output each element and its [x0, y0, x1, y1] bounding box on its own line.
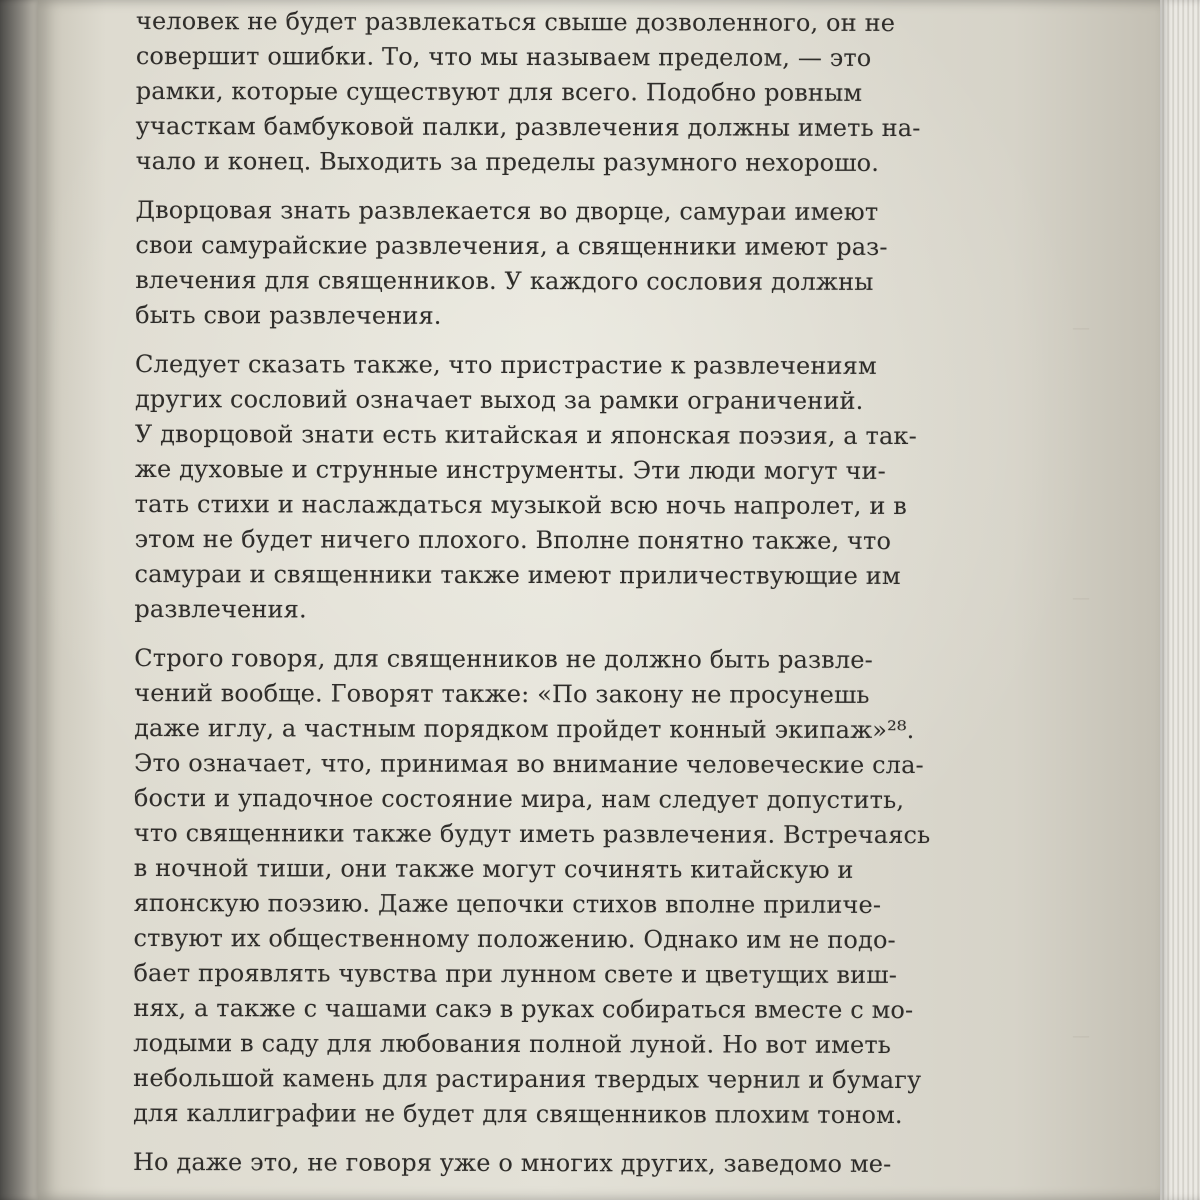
text-line: Но даже это, не говоря уже о многих других, заведомо ме-	[132, 1147, 892, 1178]
text-line: У дворцовой знати есть китайская и японская поэзия, а так-	[134, 419, 917, 451]
text-line: самураи и священники также имеют приличествующие им	[134, 559, 901, 591]
text-line: чало и конец. Выходить за пределы разумного нехорошо.	[135, 146, 880, 177]
text-line: быть свои развлечения.	[135, 300, 442, 330]
text-line: рамки, которые существуют для всего. Подобно ровным	[135, 76, 863, 107]
text-line: бости и упадочное состояние мира, нам следует допустить,	[133, 783, 905, 815]
text-line: нях, а также с чашами сакэ в руках собираться вместе с мо-	[133, 993, 914, 1025]
text-line: же духовые и струнные инструменты. Эти люди могут чи-	[134, 454, 886, 485]
paragraph	[136, 4, 996, 181]
text-line: японскую поэзию. Даже цепочки стихов вполне приличе-	[133, 888, 882, 919]
text-line: человек не будет развлекаться свыше дозволенного, он не	[135, 6, 896, 37]
text-line: Дворцовая знать развлекается во дворце, самураи имеют	[135, 195, 879, 226]
text-line: небольшой камень для растирания твердых чернил и бумагу	[133, 1063, 922, 1095]
text-line: этом не будет ничего плохого. Вполне понятно также, что	[134, 524, 892, 555]
text-line: тать стихи и наслаждаться музыкой всю ночь напролет, и в	[134, 489, 907, 521]
paragraph	[134, 347, 995, 629]
show-through-mark: —	[1072, 588, 1090, 609]
paragraph	[135, 193, 995, 335]
text-line: Следует сказать также, что пристрастие к развлечениям	[135, 349, 877, 380]
text-line: развлечения.	[134, 594, 307, 624]
page-stack-edge	[1160, 0, 1200, 1200]
text-line: других сословий означает выход за рамки ограничений.	[134, 384, 864, 415]
text-line: свои самурайские развлечения, а священники имеют раз-	[135, 230, 888, 261]
text-line: Это означает, что, принимая во внимание человеческие сла-	[133, 748, 924, 780]
show-through-mark: —	[1072, 1026, 1090, 1047]
text-line: ствуют их общественному положению. Однако им не подо-	[133, 923, 896, 954]
text-line: бает проявлять чувства при лунном свете и цветущих виш-	[133, 958, 898, 989]
paragraph	[133, 641, 994, 1133]
text-line: для каллиграфии не будет для священников плохим тоном.	[133, 1098, 903, 1130]
show-through-mark: —	[1072, 318, 1090, 339]
paragraph	[133, 1145, 993, 1182]
text-line: совершит ошибки. То, что мы называем пределом, — это	[135, 41, 872, 72]
book-page	[38, 0, 1172, 1200]
text-line: в ночной тиши, они также могут сочинять китайскую и	[133, 853, 854, 884]
book-spine-shadow	[0, 0, 40, 1200]
text-line: влечения для священников. У каждого сословия должны	[135, 265, 874, 296]
page-text	[133, 4, 996, 1196]
text-line: участкам бамбуковой палки, развлечения должны иметь на-	[135, 111, 921, 143]
text-line: лодыми в саду для любования полной луной. Но вот иметь	[133, 1028, 892, 1059]
text-line: что священники также будут иметь развлечения. Встречаясь	[133, 818, 931, 850]
text-line: чений вообще. Говорят также: «По закону не просунешь	[134, 678, 870, 709]
text-line: Строго говоря, для священников не должно быть развле-	[134, 643, 873, 674]
text-line: даже иглу, а частным порядком пройдет конный экипаж»²⁸.	[134, 713, 915, 745]
